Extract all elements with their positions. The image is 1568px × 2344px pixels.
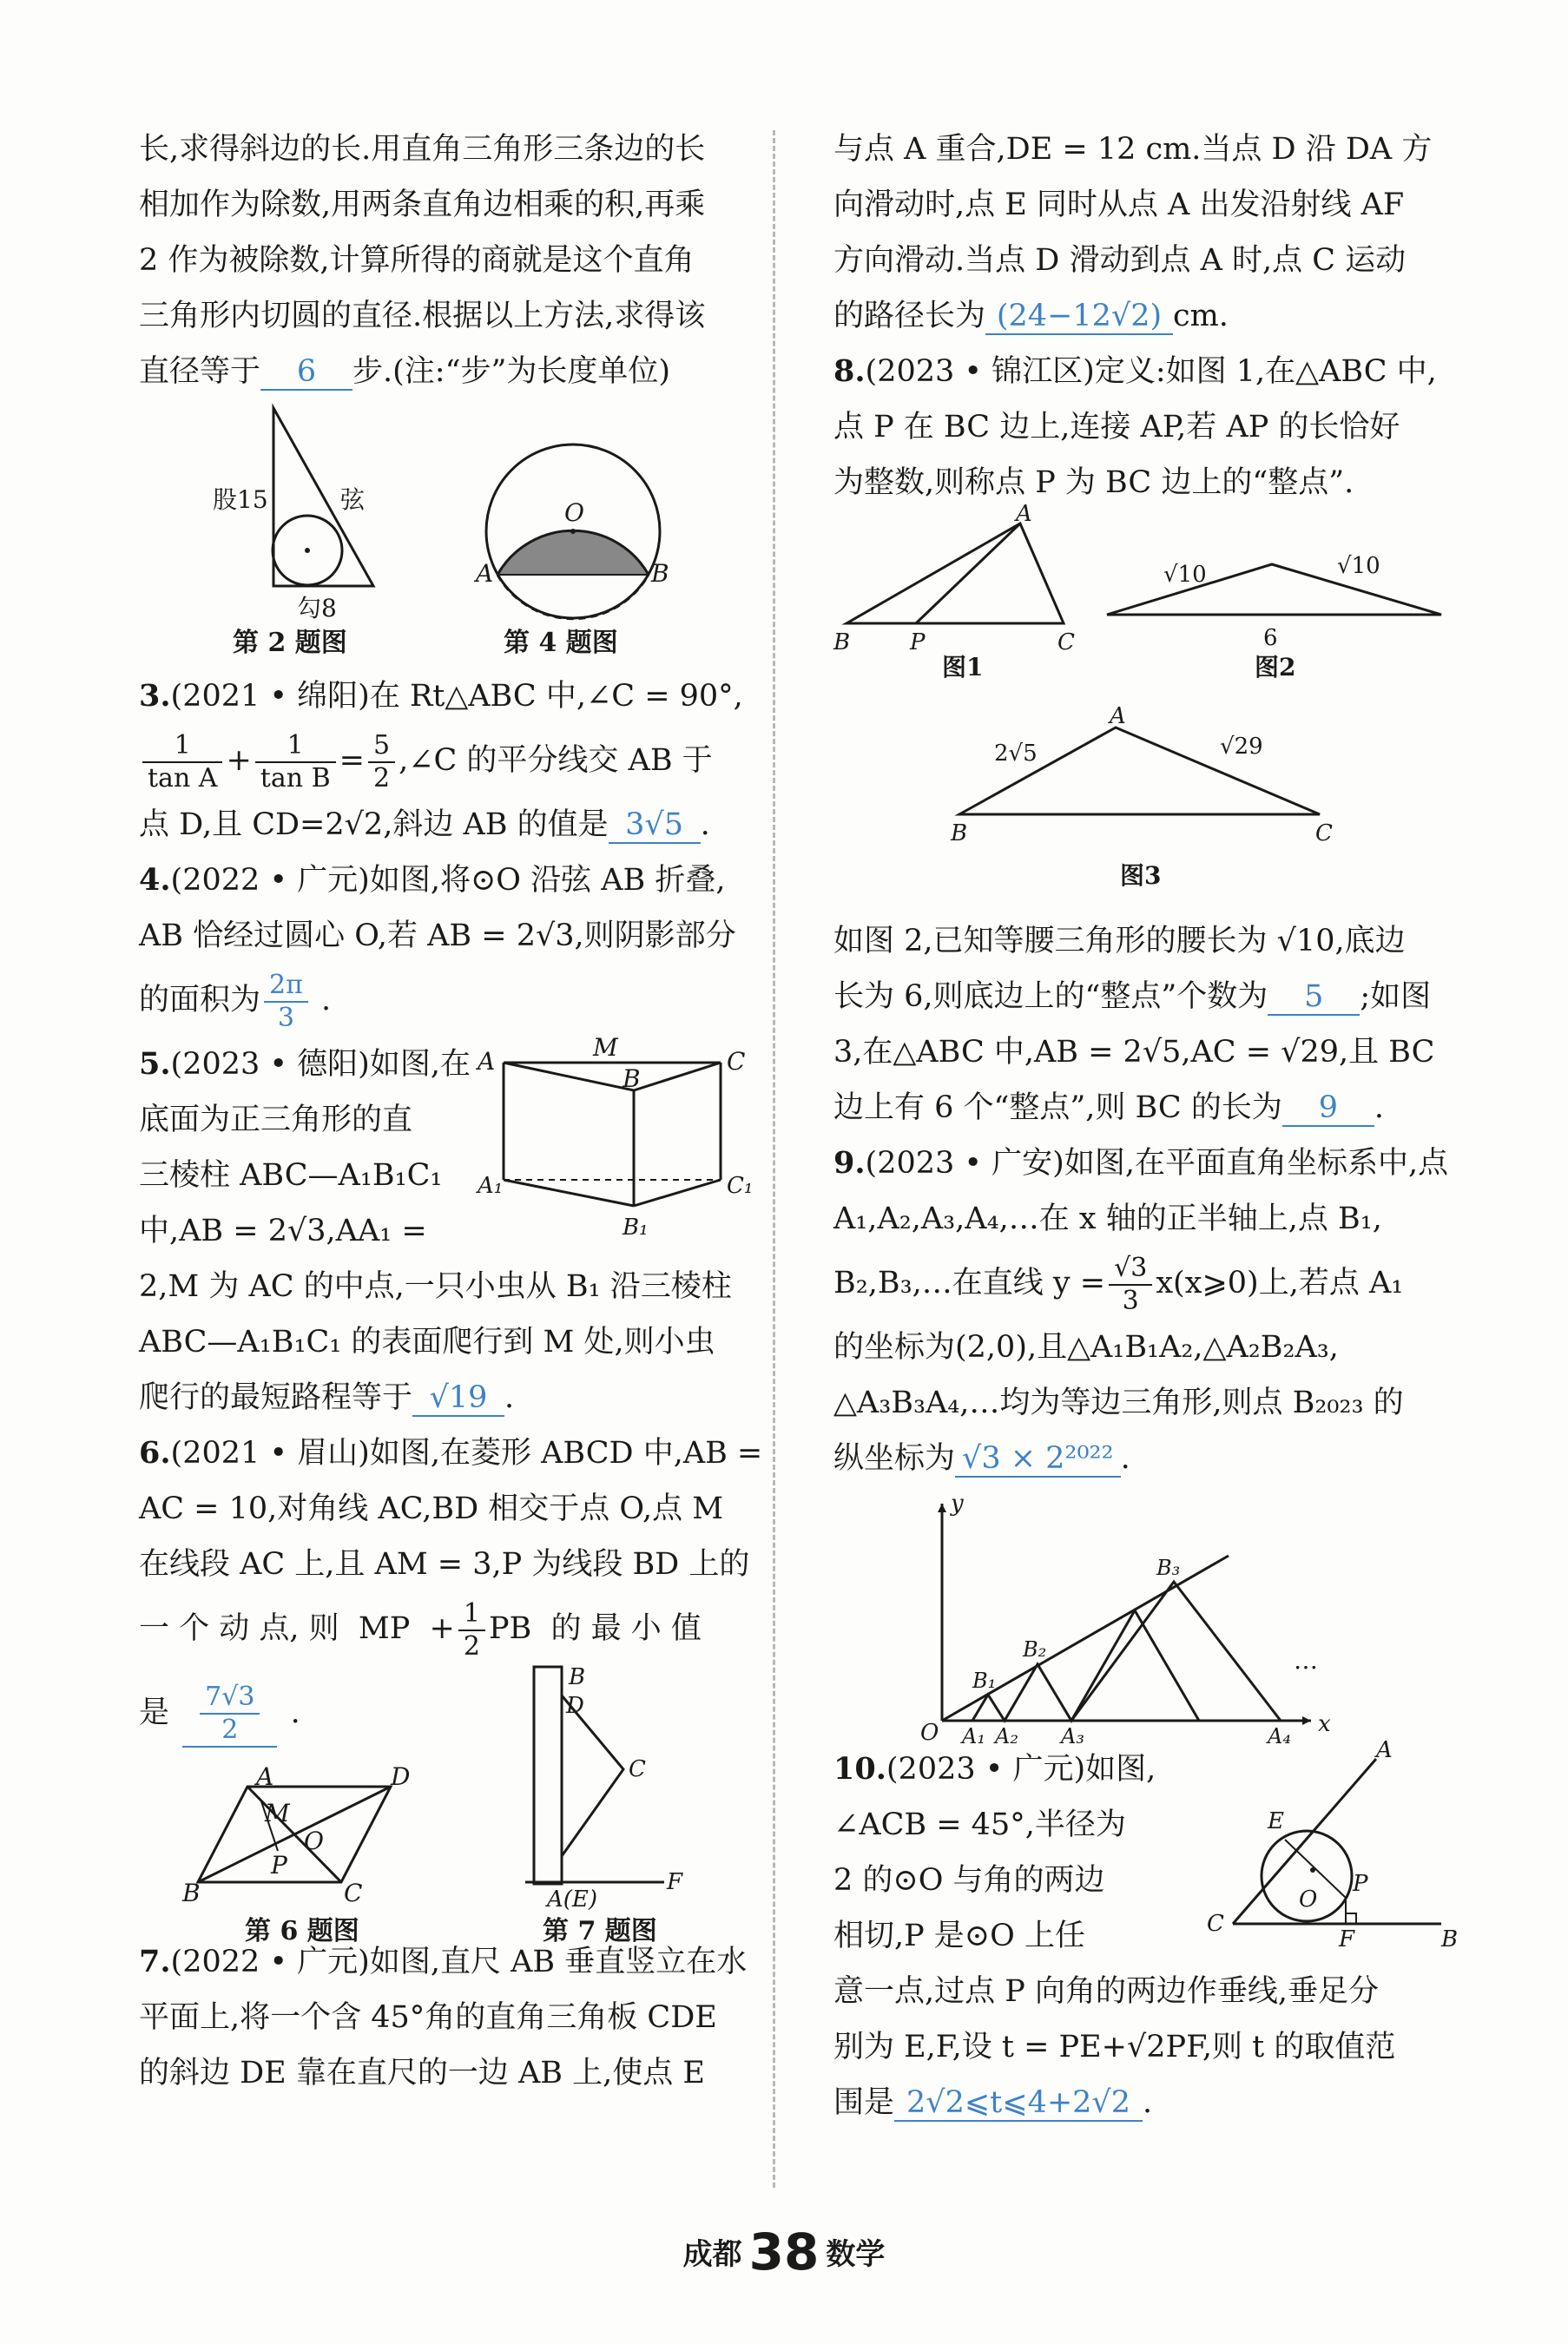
label-A1: A₁ [478,1173,504,1199]
text: 是 [139,1695,170,1730]
left-column [139,122,773,2101]
text: 纵坐标为 [833,1441,956,1476]
label-O: O [1299,1886,1318,1913]
label-O: O [564,498,584,527]
question-6: 6.(2021 • 眉山)如图,在菱形 ABCD 中,AB = AC = 10,对角线 AC,BD 相交于点 O,点 M 在线段 AC 上,且 AM = 3,P 为线段 BD 上的 一 个 动 点, 则 MP + $\frac{1}{2}$ PB 的 最 小 值 是 $\frac{7√3}{2}$ . [139,1425,773,1761]
page-footer [0,2222,1568,2281]
label-C: C [1315,820,1333,846]
label-C: C [344,1879,363,1907]
label-F: F [1339,1926,1355,1952]
numerator: √3 [1109,1253,1152,1286]
question-5: A M B C A₁ B₁ C₁ 5.(2023 • 德阳)如图,在 底面为正三角形的直 三棱柱 ABC—A₁B₁C₁ 中,AB = 2√3,AA₁ = 2,M 为 AC 的中点,一只小虫从 B₁ 沿三棱柱 ABC—A₁B₁C₁ 的表面爬行到 M 处,则小虫 爬行的最短路程等于 √19 . [139,1037,773,1425]
label-ellipsis: … [1294,1646,1318,1675]
label-A2: A₂ [995,1724,1018,1748]
question-number: 5. [139,1046,171,1082]
label-P: P [910,629,926,655]
text-line: 相切,P 是⊙O 上任 [833,1919,1085,1953]
text-line: 的坐标为(2,0),且△A₁B₁A₂,△A₂B₂A₃, [833,1330,1339,1365]
label-B1: B₁ [972,1669,997,1693]
label-side-AC: √29 [1220,734,1263,760]
text: (2022 • 广元)如图,将⊙O 沿弦 AB 折叠, [170,863,726,898]
label-B: B [1441,1926,1459,1952]
text-line: 三角形内切圆的直径.根据以上方法,求得该 [139,299,706,333]
text-line: 的斜边 DE 靠在直尺的一边 AB 上,使点 E [139,2056,705,2091]
text-line: 底面为正三角形的直 [139,1103,413,1137]
footer-subject: 数学 [826,2237,886,2272]
label-A1: A₁ [962,1724,985,1748]
figure-9 [833,1486,1467,1748]
fraction-sqrt3-over-3 [1109,1253,1152,1317]
text: (2021 • 绵阳)在 Rt△ABC 中,∠C = 90°, [170,679,743,714]
label-leg-left: √10 [1163,562,1207,588]
text: ;如图 [1360,979,1432,1014]
label-C: C [629,1756,646,1782]
caption-fig6: 第 6 题图 [245,1916,359,1946]
text-line: 平面上,将一个含 45°角的直角三角板 CDE [139,2000,717,2035]
label-leg: 股15 [213,485,268,514]
fraction-half [458,1598,485,1663]
answer-q6 [182,1682,277,1748]
page-number: 38 [748,2222,820,2281]
text-line: 三棱柱 ABC—A₁B₁C₁ [139,1158,443,1193]
label-A: A [1376,1737,1393,1763]
answer-q7: (24−12√2) [985,299,1173,335]
text-line: AB 恰经过圆心 O,若 AB = 2√3,则阴影部分 [139,919,736,953]
numerator: 1 [458,1598,485,1631]
label-M: M [265,1799,290,1827]
label-C: C [1057,629,1075,655]
question-number: 7. [139,1944,171,1979]
answer-q8-1: 5 [1268,979,1360,1016]
text-line: ∠ACB = 45°,半径为 [833,1807,1126,1842]
answer-q5: √19 [412,1380,504,1417]
text-line: 意一点,过点 P 向角的两边作垂线,垂足分 [833,1974,1380,2009]
question-10: A E P O C F B 10.(2023 • 广元)如图, ∠ACB = 45°,半径为 2 的⊙O 与角的两边 相切,P 是⊙O 上任 意一点,过点 P 向角的两边作垂线,垂足分 别为 E,F,设 t = PE+√2PF,则 t 的取值范 围是 2√2⩽t⩽4+2√2 . [833,1742,1467,2130]
label-C: C [727,1047,746,1076]
label-x: x [1318,1711,1331,1737]
denominator: 2 [372,762,391,793]
text: 点 D,且 CD=2√2,斜边 AB 的值是 [139,807,609,842]
text-line: 2 作为被除数,计算所得的商就是这个直角 [139,243,695,278]
figures-q8 [833,501,1467,910]
label-A: A [1110,703,1126,729]
label-A-E: A(E) [547,1886,598,1913]
caption-fig3: 图3 [1120,861,1162,890]
text: 一 个 动 点, 则 MP + [139,1611,455,1646]
label-leg-right: √10 [1337,553,1380,579]
text-line: 别为 E,F,设 t = PE+√2PF,则 t 的取值范 [833,2030,1396,2064]
figure-4 [139,399,773,668]
answer-q2: 6 [260,354,352,391]
label-B: B [833,629,851,655]
question-number: 8. [833,353,866,389]
equals-sign: = [339,743,365,778]
label-B: B [623,1064,641,1093]
text-line: 中,AB = 2√3,AA₁ = [139,1214,427,1248]
text-line: 相加作为除数,用两条直角边相乘的积,再乘 [139,188,706,222]
label-F: F [667,1869,683,1895]
label-M: M [593,1033,618,1062]
label-side-AB: 2√5 [994,741,1038,767]
fraction-1-tanA [142,730,222,794]
label-base: 勾8 [297,594,337,622]
numerator: 2π [264,970,308,1003]
text: ,∠C 的平分线交 AB 于 [399,743,713,778]
label-A3: A₃ [1061,1724,1084,1748]
label-D: D [391,1762,411,1791]
text: (2022 • 广元)如图,直尺 AB 垂直竖立在水 [170,1945,748,1979]
label-A: A [478,1047,496,1076]
text-line: 点 P 在 BC 边上,连接 AP,若 AP 的长恰好 [833,410,1400,444]
question-3: 3.(2021 • 绵阳)在 Rt△ABC 中,∠C = 90°, $\frac{1}{\text{tan A}}$ + $\frac{1}{\text{tan B}}$ = $\frac{5}{2}$ ,∠C 的平分线交 AB 于 点 D,且 CD=2√2,斜边 AB 的值是 3√5 . [139,678,743,842]
question-9: 9.(2023 • 广安)如图,在平面直角坐标系中,点 A₁,A₂,A₃,A₄,…在 x 轴的正半轴上,点 B₁, B₂,B₃,…在直线 y = $\frac{√3}{3}$ x(x⩾0)上,若点 A₁ 的坐标为(2,0),且△A₁B₁A₂,△A₂B₂A₃, △A₃B₃A₄,…均为等边三角形,则点 B₂₀₂₃ 的 纵坐标为 √3 × 2²⁰²² . y x O A₁ A₂ A₃ A₄ B₁ B₂ B₃ … [833,1136,1467,1742]
fraction-1-tanB [255,730,336,794]
text: 的路径长为 [833,299,986,333]
right-column [833,122,1467,2130]
label-B2: B₂ [1023,1637,1047,1662]
label-O: O [920,1720,939,1746]
caption-fig2: 图2 [1255,653,1296,681]
text: 步.(注:“步”为长度单位) [352,354,671,389]
text-line: 长,求得斜边的长.用直角三角形三条边的长 [139,132,706,167]
label-A4: A₄ [1268,1724,1291,1748]
label-A: A [256,1762,274,1791]
label-hypotenuse: 弦 [340,485,366,514]
label-C: C [1207,1911,1224,1937]
label-E: E [1268,1808,1284,1834]
text-line: 向滑动时,点 E 同时从点 A 出发沿射线 AF [833,188,1405,222]
figure-8-3 [950,703,1333,890]
caption-fig4: 第 4 题图 [504,628,618,658]
label-B: B [951,820,968,846]
label-O: O [304,1827,324,1855]
answer-q3: 3√5 [609,807,701,844]
fraction-5-2 [368,730,395,794]
figure-10 [1181,1737,1459,1959]
text-line: 在线段 AC 上,且 AM = 3,P 为线段 BD 上的 [139,1547,750,1582]
text-line: A₁,A₂,A₃,A₄,…在 x 轴的正半轴上,点 B₁, [833,1202,1382,1236]
text: (2021 • 眉山)如图,在菱形 ABCD 中,AB = [170,1436,763,1471]
question-number: 10. [833,1751,886,1787]
text: cm. [1173,299,1229,333]
answer-q8-2: 9 [1282,1090,1374,1127]
text: (2023 • 广元)如图, [886,1752,1156,1787]
label-B3: B₃ [1156,1556,1181,1580]
question-number: 9. [833,1145,866,1181]
answer-q4 [264,970,308,1034]
answer-q9: √3 × 2²⁰²² [955,1441,1121,1478]
text-line: 3,在△ABC 中,AB = 2√5,AC = √29,且 BC [833,1035,1435,1070]
label-B: B [651,559,669,588]
text: (2023 • 广安)如图,在平面直角坐标系中,点 [865,1146,1449,1181]
text: 直径等于 [139,354,261,389]
text: B₂,B₃,…在直线 y = [833,1266,1106,1300]
figure-8-2 [1107,553,1441,681]
numerator: 1 [255,730,336,763]
question-7-continuation [833,122,1467,344]
label-B1: B₁ [623,1215,649,1241]
text-line: 与点 A 重合,DE = 12 cm.当点 D 沿 DA 方 [833,132,1433,167]
label-B: B [182,1879,201,1907]
question-number: 6. [139,1435,171,1471]
label-P: P [1353,1871,1368,1897]
caption-fig7: 第 7 题图 [543,1916,657,1946]
text: 边上有 6 个“整点”,则 BC 的长为 [833,1090,1282,1125]
text: 爬行的最短路程等于 [139,1380,413,1415]
numerator: 7√3 [200,1682,260,1715]
text: PB 的 最 小 值 [488,1611,702,1646]
text: x(x⩾0)上,若点 A₁ [1156,1266,1404,1300]
column-divider [773,130,775,2188]
plus-sign: + [226,743,252,778]
denominator: 3 [1122,1285,1139,1316]
denominator: tan A [148,762,218,793]
caption-fig1: 图1 [942,653,984,681]
denominator: tan B [260,762,331,793]
text: 长为 6,则底边上的“整点”个数为 [833,979,1268,1014]
text: (2023 • 锦江区)定义:如图 1,在△ABC 中, [865,354,1437,389]
text: (2023 • 德阳)如图,在 [170,1047,471,1082]
denominator: 2 [221,1714,239,1745]
question-2-continuation [139,122,773,399]
caption-fig2: 第 2 题图 [233,628,347,658]
question-number: 4. [139,862,171,898]
question-4: 4.(2022 • 广元)如图,将⊙O 沿弦 AB 折叠, AB 恰经过圆心 O,若 AB = 2√3,则阴影部分 的面积为 $\frac{2\pi}{3}$ . [139,853,773,1037]
label-base: 6 [1263,625,1278,651]
label-P: P [271,1851,287,1880]
text-line: AC = 10,对角线 AC,BD 相交于点 O,点 M [139,1491,724,1526]
text-line: 如图 2,已知等腰三角形的腰长为 √10,底边 [833,924,1406,958]
figures-q2-q4 [139,399,773,668]
text-line: 2,M 为 AC 的中点,一只小虫从 B₁ 沿三棱柱 [139,1269,732,1304]
text-line: 方向滑动.当点 D 滑动到点 A 时,点 C 运动 [833,243,1407,278]
denominator: 3 [277,1002,294,1033]
numerator: 5 [368,730,395,763]
label-C1: C₁ [727,1173,754,1199]
text-line: 2 的⊙O 与角的两边 [833,1863,1105,1898]
label-A: A [1016,501,1032,527]
text: 的面积为 [139,983,261,1017]
denominator: 2 [463,1630,480,1662]
footer-city: 成都 [682,2237,742,2272]
answer-q10: 2√2⩽t⩽4+2√2 [894,2085,1143,2122]
text-line: 为整数,则称点 P 为 BC 边上的“整点”. [833,465,1354,500]
figure-5 [473,1033,768,1241]
question-8: 8.(2023 • 锦江区)定义:如图 1,在△ABC 中, 点 P 在 BC 边上,连接 AP,若 AP 的长恰好 为整数,则称点 P 为 BC 边上的“整点”. A B P C 图1 √10 √10 6 图2 A B C 2√5 √29 图3 如图 2,已知等腰三角形的腰长为 √10,底边 长为 6,则底边上的“整点”个数为 5 ;如图 3,在△ABC 中,AB = 2√5,AC = √29,且 BC 边上有 6 个“整点”,则 BC 的长为 9 . [833,344,1467,1136]
text: 围是 [833,2085,895,2120]
label-D: D [566,1693,584,1719]
numerator: 1 [142,730,222,763]
text-line: △A₃B₃A₄,…均为等边三角形,则点 B₂₀₂₃ 的 [833,1386,1404,1420]
label-A: A [476,559,494,588]
label-y: y [951,1491,964,1517]
text-line: ABC—A₁B₁C₁ 的表面爬行到 M 处,则小虫 [139,1325,715,1360]
question-number: 3. [139,678,171,714]
label-B: B [569,1664,586,1690]
figure-8-1 [833,501,1075,681]
